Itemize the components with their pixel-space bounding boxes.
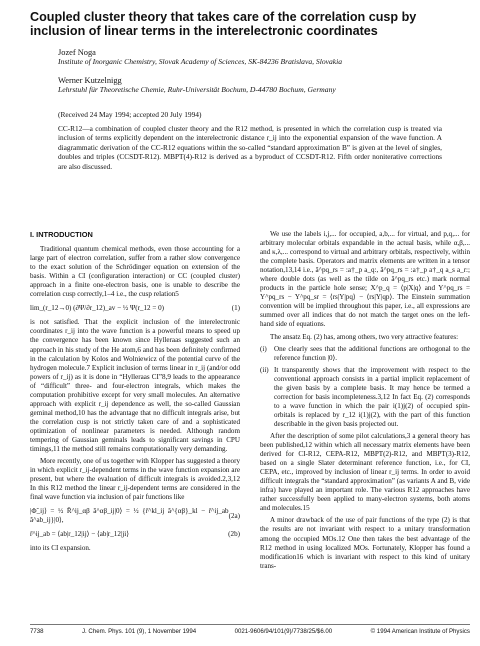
- equation-2b: [30, 530, 240, 539]
- article-title: Coupled cluster theory that takes care of the correlation cusp by inclusion of linear terms in the interelectronic coordinates: [30, 10, 417, 38]
- page-number: 7738: [30, 628, 44, 635]
- author-2: [58, 76, 336, 94]
- list-text: It transparently shows that the improvement with respect to the conventional approach consists in a partial implicit replacement of the given basis by a complete basis. It may hence be termed a correction for basis incompleteness.3,12 In fact Eq. (2) corresponds to a wave function in which the pair i(1)j(2) of occupied spin-orbitals is replaced by r_12 i(1)j(2), with the part of this function describable in the given basis projected out.: [274, 365, 470, 428]
- author-1: [58, 48, 342, 66]
- author-name: Werner Kutzelnigg: [58, 76, 122, 85]
- equation-number: (2a): [228, 511, 240, 520]
- paragraph: More recently, one of us together with Klopper has suggested a theory in which explicit r_ij-dependent terms in the wave function expansion are present, but where the evaluation of difficult integrals is avoided.2,3,12 In this R12 method the linear r_ij-dependent terms are considered in the final wave function via inclusion of pair functions like: [30, 457, 240, 502]
- list-item: [260, 366, 470, 429]
- author-name: Jozef Noga: [58, 48, 96, 57]
- author-affiliation: Institute of Inorganic Chemistry, Slovak Academy of Sciences, SK-84236 Bratislava, Slovakia: [58, 57, 343, 66]
- equation-body: lim_(r_12→0) (∂Ψ/∂r_12)_av − ½ Ψ(r_12 = 0): [30, 304, 165, 313]
- list-text: One clearly sees that the additional functions are orthogonal to the reference function |0⟩.: [274, 344, 470, 362]
- journal-citation: J. Chem. Phys. 101 (9), 1 November 1994: [82, 628, 197, 635]
- received-dates: (Received 24 May 1994; accepted 20 July 1994): [58, 110, 202, 119]
- paragraph: Traditional quantum chemical methods, even those accounting for a large part of electron correlation, suffer from a rather slow convergence to the exact solution of the Schrödinger equation on extension of the basis. Within a CI (configuration interaction) or CC (coupled cluster) approach in a finite one-electron basis, one is unable to describe the correlation cusp correctly,1–4 i.e., the cusp relation5: [30, 245, 240, 299]
- list-item: [260, 345, 470, 363]
- page-footer: [30, 628, 470, 635]
- paragraph: is not satisfied. That the explicit inclusion of the interelectronic coordinates r_ij into the wave function is a powerful means to speed up the convergence has been known since Hylleraas suggested such an approach in his study of the He atom,6 and has been definitely confirmed in the calculation by Kolos and Wolniewicz of the potential curve of the hydrogen molecule.7 Explicit inclusion of terms linear in r_ij (and/or odd powers of r_ij) as it is done in “Hylleraas CI”8,9 leads to the appearance of “difficult” three- and four-electron integrals, which makes the computation prohibitive except for very small molecules. An alternative approach with explicit r_ij dependence as well, the so-called Gaussian geminal method,10 has the advantage that no difficult integrals arise, but the correlation cusp is not strictly taken care of and a sophisticated optimization of nonlinear parameters is needed. Although random tempering of Gaussian geminals leads to significant savings in CPU timings,11 the method still remains computationally very demanding.: [30, 318, 240, 454]
- right-column: [260, 230, 470, 615]
- list-label: (ii): [260, 365, 269, 374]
- equation-1: [30, 304, 240, 313]
- section-heading: I. INTRODUCTION: [30, 230, 93, 239]
- paragraph: A minor drawback of the use of pair functions of the type (2) is that the results are not invariant with respect to a unitary transformation among the occupied MOs.12 One then takes the best advantage of the R12 method in using localized MOs. Fortunately, Klopper has found a modification16 which is invariant with respect to this kind of unitary trans-: [260, 516, 470, 570]
- equation-2a: [30, 507, 240, 525]
- equation-number: (2b): [228, 530, 240, 539]
- article-code: 0021-9606/94/101(9)/7738/25/$6.00: [234, 628, 333, 635]
- copyright: © 1994 American Institute of Physics: [370, 628, 470, 635]
- paragraph: The ansatz Eq. (2) has, among others, two very attractive features:: [270, 332, 459, 341]
- paragraph: We use the labels i,j,... for occupied, a,b,... for virtual, and p,q,... for arbitrary molecular orbitals expandable in the actual basis, while α,β,... and κ,λ,... correspond to virtual and arbitrary orbitals, respectively, within the complete basis. Operators and matrix elements are written in a tensor notation,13,14 i.e., ã^pq_rs = :a†_p a_q:, ã^pq_rs = :a†_p a†_q a_s a_r:; where double dots (as well as the tilde on ã^pq_rs etc.) mark normal products in the particle hole sense; X^p_q = ⟨p|X|q⟩ and Y^pq_rs = Y^pq_rs − Y^pq_sr = ⟨rs|Y|pq⟩ − ⟨rs|Y|qp⟩. The Einstein summation convention will be implied throughout this paper, i.e., all expressions are summed over all indices that do not match the target ones on the left-hand side of equations.: [260, 230, 470, 329]
- paragraph: After the description of some pilot calculations,3 a general theory has been published,12 within which all necessary matrix elements have been derived for CI-R12, CEPA-R12, MBPT(2)-R12, and MBPT(3)-R12, based on a single Slater determinant reference function, i.e., for CI, CEPA, etc., improved by inclusion of linear r_ij terms. In order to avoid difficult integrals the “standard approximation” (as variants A and B, vide infra) have played an important role. The various R12 approaches have rather successfully been applied to many-electron systems, both atoms and molecules.15: [260, 431, 470, 513]
- equation-body: r̄^ij_ab = ⟨ab|r_12|ij⟩ − ⟨ab|r_12|ji⟩: [30, 530, 130, 539]
- abstract: CC-R12—a combination of coupled cluster theory and the R12 method, is presented in which the correlation cusp is treated via inclusion of terms explicitly dependent on the interelectronic distance r_ij into the exponential expansion of the wave function. A diagrammatic derivation of the CC-R12 equations within the so-called “standard approximation B” is given at the level of singles, doubles and triples (CCSDT-R12). MBPT(4)-R12 is derived as a byproduct of CCSDT-R12. Fifth order noniterative corrections are also discussed.: [58, 124, 442, 171]
- footer-divider: [30, 624, 470, 625]
- list-label: (i): [260, 344, 267, 353]
- author-affiliation: Lehrstuhl für Theoretische Chemie, Ruhr-Universität Bochum, D-44780 Bochum, Germany: [58, 85, 336, 94]
- equation-body: |Φ̃_ij⟩ = ½ R̄^ij_αβ ã^αβ_ij|0⟩ = ½ {r̄^kl_ij ã^{αβ}_kl − r̄^ij_ab ã^ab_ij}|0⟩,: [30, 507, 229, 525]
- equation-number: (1): [231, 304, 240, 313]
- left-column: [30, 230, 240, 615]
- paragraph: into its CI expansion.: [30, 544, 91, 553]
